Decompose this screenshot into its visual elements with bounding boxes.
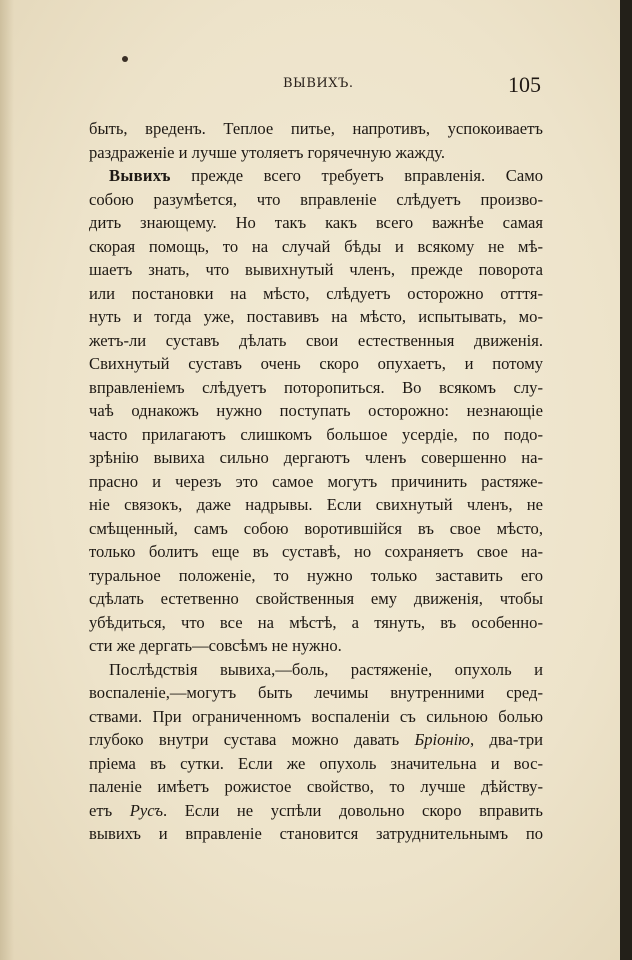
running-head: ВЫВИХЪ. xyxy=(283,76,354,91)
text-line: прасно и черезъ это самое могутъ причинить растяже- xyxy=(89,471,543,491)
text-line: дить знающему. Но такъ какъ всего важнѣе самая xyxy=(89,213,543,232)
text-line: ствами. При ограниченномъ воспаленіи съ сильною болью xyxy=(89,706,543,726)
page-gutter-shadow xyxy=(0,0,14,960)
text-line: быть, вреденъ. Теплое питье, напротивъ, успокоиваетъ xyxy=(89,119,543,138)
text-line: вправленіемъ слѣдуетъ поторопиться. Во всякомъ слу- xyxy=(89,377,543,397)
text-line: етъ Русъ. Если не успѣли довольно скоро вправить xyxy=(89,800,543,820)
scan-border xyxy=(620,0,632,960)
text-line: паленіе имѣетъ рожистое свойство, то лучше дѣйству- xyxy=(89,777,543,796)
text-line: глубоко внутри сустава можно давать Бріонію, два-три xyxy=(89,730,543,749)
text-line: зрѣнію вывиха сильно дергаютъ членъ совершенно на- xyxy=(89,448,543,467)
text-line: чаѣ однакожъ нужно поступать осторожно: незнающіе xyxy=(89,401,543,420)
ink-spot xyxy=(122,56,128,62)
text-line: шаетъ знать, что вывихнутый членъ, прежде поворота xyxy=(89,260,543,279)
text-line: часто прилагаютъ слишкомъ большое усердіе, по подо- xyxy=(89,424,543,444)
text-line: Послѣдствія вывиха,—боль, растяженіе, опухоль и xyxy=(109,659,543,679)
text-line: только болитъ еще въ суставѣ, но сохраняетъ свое на- xyxy=(89,542,543,561)
section-heading-word: Вывихъ xyxy=(109,166,171,185)
text-line: убѣдиться, что все на мѣстѣ, а тянуть, въ особенно- xyxy=(89,612,543,632)
remedy-name: Бріонію xyxy=(414,730,470,749)
text-line: собою разумѣется, что вправленіе слѣдуетъ произво- xyxy=(89,189,543,209)
text-line: воспаленіе,—могутъ быть лечимы внутренними сред- xyxy=(89,683,543,702)
text-line: туральное положеніе, то нужно только заставить его xyxy=(89,565,543,585)
page-number: 105 xyxy=(508,72,541,97)
text-line: Свихнутый суставъ очень скоро опухаетъ, и потому xyxy=(89,354,543,373)
text-line: жетъ-ли суставъ дѣлать свои естественныя движенія. xyxy=(89,330,543,350)
text-line: пріема въ сутки. Если же опухоль значительна и вос- xyxy=(89,753,543,773)
text-line: Вывихъ прежде всего требуетъ вправленія. Само xyxy=(109,166,543,185)
text-line: раздраженіе и лучше утоляетъ горячечную жажду. xyxy=(89,142,446,162)
text-line: сдѣлать естетвенно свойственныя ему движенія, чтобы xyxy=(89,589,543,608)
text-line: или постановки на мѣсто, слѣдуетъ осторожно отття- xyxy=(89,283,543,303)
remedy-name: Русъ xyxy=(129,800,164,820)
text-line: ніе связокъ, даже надрывы. Если свихнутый членъ, не xyxy=(89,495,543,514)
text-line: вывихъ и вправленіе становится затруднительнымъ по xyxy=(89,824,543,843)
text-line: сти же дергать—совсѣмъ не нужно. xyxy=(89,636,342,655)
text-line: скорая помощь, то на случай бѣды и всякому не мѣ- xyxy=(89,236,543,256)
body-text xyxy=(89,117,543,846)
text-line: нуть и тогда уже, поставивъ на мѣсто, испытывать, мо- xyxy=(89,307,543,326)
text-line: смѣщенный, самъ собою воротившійся въ свое мѣсто, xyxy=(89,518,543,538)
